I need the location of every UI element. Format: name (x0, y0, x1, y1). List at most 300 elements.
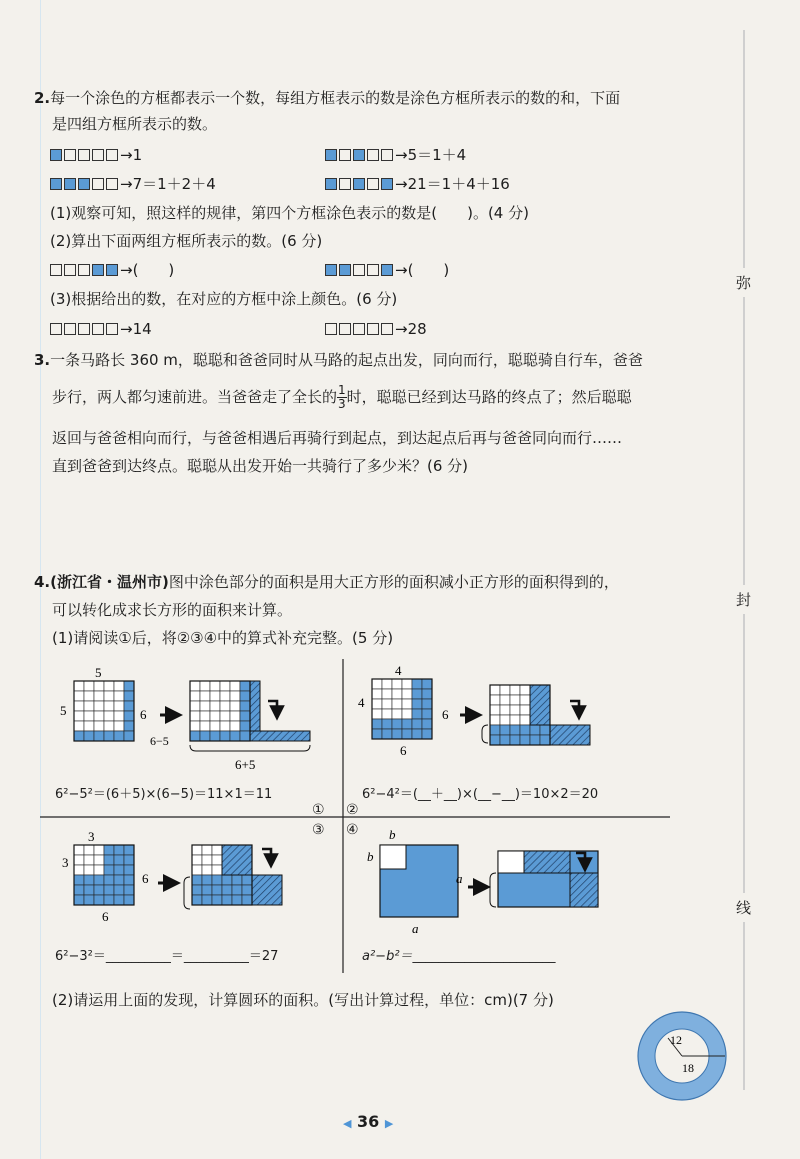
shaded-box[interactable] (353, 178, 365, 190)
grid-cell-blank (94, 865, 104, 875)
figure-2 (358, 663, 590, 758)
grid-cell-shaded (124, 875, 134, 885)
shaded-box[interactable] (106, 264, 118, 276)
fig3-label-right: 6 (142, 871, 149, 886)
grid-cell-shaded (94, 895, 104, 905)
grid-cell-shaded (500, 725, 510, 735)
grid-cell-blank (200, 691, 210, 701)
grid-cell-shaded (212, 885, 222, 895)
q4-region: (浙江省・温州市) (50, 573, 169, 591)
grid-cell-shaded (212, 875, 222, 885)
grid-cell-shaded (240, 681, 250, 691)
shaded-box[interactable] (325, 149, 337, 161)
small-square (380, 845, 406, 869)
empty-box[interactable] (64, 264, 76, 276)
empty-box[interactable] (78, 323, 90, 335)
q4-part2: (2)请运用上面的发现，计算圆环的面积。(写出计算过程，单位：cm)(7 分) (52, 991, 554, 1009)
grid-cell-blank (230, 701, 240, 711)
grid-cell-shaded (422, 729, 432, 739)
q2-part1: (1)观察可知，照这样的规律，第四个方框涂色表示的数是( )。(4 分) (50, 204, 529, 222)
grid-cell-blank (210, 701, 220, 711)
grid-cell-shaded (74, 895, 84, 905)
q3-number: 3. (34, 351, 51, 369)
empty-box[interactable] (325, 323, 337, 335)
fig4-label-a-bottom: a (412, 921, 419, 936)
grid-cell-blank (94, 691, 104, 701)
grid-cell-blank (520, 705, 530, 715)
grid-cell-blank (210, 721, 220, 731)
empty-box[interactable] (367, 178, 379, 190)
grid-cell-blank (372, 679, 382, 689)
grid-cell-blank (372, 709, 382, 719)
grid-cell-shaded (490, 735, 500, 745)
hatched-strip (524, 851, 570, 873)
move-arrow-icon (570, 701, 579, 713)
shaded-box[interactable] (50, 178, 62, 190)
grid-cell-blank (202, 865, 212, 875)
grid-cell-shaded (220, 731, 230, 741)
grid-cell-shaded (500, 735, 510, 745)
q2-part2-item-2[interactable] (325, 260, 449, 280)
grid-cell-shaded (84, 875, 94, 885)
grid-cell-shaded (372, 729, 382, 739)
grid-cell-shaded (540, 735, 550, 745)
grid-cell-blank (84, 701, 94, 711)
grid-cell-shaded (114, 865, 124, 875)
grid-cell-shaded (104, 865, 114, 875)
box-result: →7＝1＋2＋4 (120, 175, 216, 193)
empty-box[interactable] (64, 323, 76, 335)
fig3-formula[interactable]: 6²−3²＝__________＝__________＝27 (55, 949, 279, 964)
grid-cell-shaded (240, 691, 250, 701)
grid-cell-shaded (530, 735, 540, 745)
grid-cell-shaded (202, 885, 212, 895)
brace (490, 873, 496, 907)
figure-3 (62, 829, 282, 924)
empty-box[interactable] (64, 149, 76, 161)
grid-cell-blank (500, 715, 510, 725)
grid-cell-shaded (124, 895, 134, 905)
shaded-box[interactable] (92, 264, 104, 276)
binding-char-mi: 弥 (736, 268, 751, 297)
small-square (498, 851, 524, 873)
ring-figure (636, 1010, 728, 1102)
grid-cell-shaded (520, 725, 530, 735)
empty-box[interactable] (106, 323, 118, 335)
grid-cell-shaded (94, 731, 104, 741)
grid-cell-shaded (412, 729, 422, 739)
q4-text-1: 图中涂色部分的面积是用大正方形的面积减小正方形的面积得到的， (168, 573, 619, 591)
empty-box[interactable] (50, 264, 62, 276)
grid-cell-shaded (190, 731, 200, 741)
grid-cell-shaded (402, 729, 412, 739)
empty-box[interactable] (106, 149, 118, 161)
move-arrow-icon (268, 701, 277, 713)
box-result: →14 (120, 320, 152, 338)
hatched-strip-moved (252, 875, 282, 905)
grid-cell-blank (84, 865, 94, 875)
grid-cell-blank (74, 721, 84, 731)
grid-cell-blank (490, 715, 500, 725)
grid-cell-blank (104, 701, 114, 711)
q4-line2: 可以转化成求长方形的面积来计算。 (52, 601, 293, 619)
grid-cell-blank (220, 711, 230, 721)
figure-4 (367, 827, 598, 936)
grid-cell-blank (94, 721, 104, 731)
fig2-formula[interactable]: 6²−4²＝(__＋__)×(__−__)＝10×2＝20 (362, 787, 599, 802)
binding-line (743, 30, 745, 1090)
grid-cell-blank (114, 681, 124, 691)
grid-cell-blank (490, 705, 500, 715)
grid-cell-shaded (510, 725, 520, 735)
empty-box[interactable] (50, 323, 62, 335)
grid-cell-shaded (114, 875, 124, 885)
grid-cell-blank (114, 691, 124, 701)
prev-page-icon[interactable]: ◀ (343, 1117, 352, 1130)
shaded-box[interactable] (50, 149, 62, 161)
empty-box[interactable] (106, 178, 118, 190)
fig2-label-top: 4 (395, 663, 402, 678)
grid-cell-blank (402, 689, 412, 699)
grid-cell-shaded (104, 875, 114, 885)
grid-cell-shaded (104, 731, 114, 741)
grid-cell-shaded (240, 731, 250, 741)
grid-cell-blank (402, 709, 412, 719)
grid-cell-shaded (124, 711, 134, 721)
grid-cell-shaded (242, 875, 252, 885)
grid-cell-shaded (104, 895, 114, 905)
fraction-denominator: 3 (338, 397, 346, 411)
box-result: →( ) (120, 261, 175, 279)
grid-cell-shaded (402, 719, 412, 729)
grid-cell-blank (114, 701, 124, 711)
empty-box[interactable] (367, 149, 379, 161)
q2-example-2 (325, 145, 466, 165)
q2-part2: (2)算出下面两组方框所表示的数。(6 分) (50, 232, 323, 250)
grid-cell-shaded (240, 701, 250, 711)
q4-line1 (34, 572, 619, 592)
grid-cell-shaded (530, 725, 540, 735)
fig3-label-bottom: 6 (102, 909, 109, 924)
grid-cell-shaded (124, 721, 134, 731)
grid-cell-blank (510, 695, 520, 705)
binding-char-feng: 封 (736, 585, 751, 614)
empty-box[interactable] (367, 264, 379, 276)
empty-box[interactable] (381, 323, 393, 335)
grid-cell-blank (84, 681, 94, 691)
grid-cell-blank (104, 681, 114, 691)
grid-cell-shaded (114, 855, 124, 865)
grid-cell-shaded (94, 875, 104, 885)
grid-cell-blank (230, 691, 240, 701)
grid-cell-blank (104, 711, 114, 721)
grid-cell-shaded (392, 719, 402, 729)
shaded-box[interactable] (64, 178, 76, 190)
grid-cell-blank (220, 681, 230, 691)
mark-3: ③ (312, 822, 325, 838)
grid-cell-blank (520, 715, 530, 725)
grid-cell-blank (392, 709, 402, 719)
grid-cell-blank (202, 855, 212, 865)
grid-cell-shaded (104, 855, 114, 865)
grid-cell-blank (200, 681, 210, 691)
grid-cell-shaded (510, 735, 520, 745)
grid-cell-shaded (240, 721, 250, 731)
grid-cell-shaded (84, 885, 94, 895)
q2-example-1 (50, 145, 142, 165)
grid-cell-blank (74, 865, 84, 875)
grid-cell-shaded (202, 895, 212, 905)
grid-cell-shaded (192, 895, 202, 905)
grid-cell-blank (382, 709, 392, 719)
brace (482, 725, 488, 743)
fig3-label-left: 3 (62, 855, 69, 870)
grid-cell-blank (190, 701, 200, 711)
grid-cell-shaded (232, 875, 242, 885)
empty-box[interactable] (92, 178, 104, 190)
grid-cell-blank (74, 845, 84, 855)
next-page-icon[interactable]: ▶ (384, 1117, 394, 1130)
grid-cell-blank (84, 691, 94, 701)
grid-cell-blank (382, 689, 392, 699)
grid-cell-shaded (200, 731, 210, 741)
fig1-label-diff: 6−5 (150, 734, 169, 748)
grid-cell-shaded (124, 885, 134, 895)
q2-line1 (34, 88, 620, 108)
hatched-strip (222, 845, 252, 875)
grid-cell-shaded (124, 691, 134, 701)
grid-cell-blank (202, 845, 212, 855)
grid-cell-blank (84, 711, 94, 721)
grid-cell-blank (114, 711, 124, 721)
empty-box[interactable] (339, 178, 351, 190)
fig1-label-top: 5 (95, 665, 102, 680)
grid-cell-shaded (222, 875, 232, 885)
empty-box[interactable] (353, 264, 365, 276)
grid-cell-blank (402, 679, 412, 689)
q2-example-3 (50, 174, 216, 194)
empty-box[interactable] (381, 149, 393, 161)
grid-cell-shaded (114, 731, 124, 741)
grid-cell-shaded (242, 895, 252, 905)
mark-4: ④ (346, 822, 359, 838)
shaded-box[interactable] (381, 264, 393, 276)
grid-cell-shaded (74, 875, 84, 885)
box-result: →21＝1＋4＋16 (395, 175, 510, 193)
grid-cell-blank (94, 711, 104, 721)
grid-cell-shaded (412, 719, 422, 729)
shaded-box[interactable] (339, 264, 351, 276)
grid-cell-blank (74, 701, 84, 711)
grid-cell-shaded (382, 729, 392, 739)
q4-number: 4. (34, 573, 51, 591)
q4-figures (40, 655, 680, 975)
q2-part3-item-2[interactable] (325, 319, 427, 339)
grid-cell-blank (84, 845, 94, 855)
grid-cell-blank (190, 721, 200, 731)
brace (190, 745, 310, 751)
fig1-label-left: 5 (60, 703, 67, 718)
grid-cell-blank (520, 685, 530, 695)
grid-cell-blank (200, 721, 210, 731)
grid-cell-blank (212, 845, 222, 855)
grid-cell-shaded (520, 735, 530, 745)
grid-cell-blank (520, 695, 530, 705)
q3-fraction (337, 384, 347, 411)
grid-cell-shaded (114, 845, 124, 855)
fig4-formula[interactable]: a²−b²＝______________________ (362, 949, 556, 964)
q3-line1 (34, 350, 643, 370)
empty-box[interactable] (353, 323, 365, 335)
shaded-box[interactable] (381, 178, 393, 190)
empty-box[interactable] (367, 323, 379, 335)
grid-cell-shaded (422, 709, 432, 719)
grid-cell-blank (94, 681, 104, 691)
grid-cell-shaded (124, 731, 134, 741)
empty-box[interactable] (78, 149, 90, 161)
box-result: →1 (120, 146, 143, 164)
grid-cell-shaded (124, 681, 134, 691)
grid-cell-blank (74, 691, 84, 701)
grid-cell-shaded (412, 709, 422, 719)
grid-cell-blank (510, 705, 520, 715)
grid-cell-blank (402, 699, 412, 709)
shaded-box[interactable] (353, 149, 365, 161)
grid-cell-shaded (210, 731, 220, 741)
grid-cell-shaded (422, 689, 432, 699)
grid-cell-blank (190, 681, 200, 691)
grid-cell-shaded (114, 885, 124, 895)
grid-cell-shaded (240, 711, 250, 721)
fig1-formula: 6²−5²＝(6＋5)×(6−5)＝11×1＝11 (55, 787, 273, 802)
empty-box[interactable] (92, 149, 104, 161)
hatched-strip (250, 681, 260, 731)
grid-cell-shaded (222, 895, 232, 905)
empty-box[interactable] (92, 323, 104, 335)
grid-cell-blank (192, 845, 202, 855)
empty-box[interactable] (339, 149, 351, 161)
grid-cell-blank (104, 721, 114, 731)
grid-cell-blank (210, 681, 220, 691)
grid-cell-blank (392, 699, 402, 709)
grid-cell-shaded (422, 679, 432, 689)
grid-cell-blank (114, 721, 124, 731)
grid-cell-shaded (422, 719, 432, 729)
grid-cell-blank (74, 681, 84, 691)
ring-inner-label: 12 (670, 1033, 682, 1047)
box-result: →( ) (395, 261, 450, 279)
q2-part3: (3)根据给出的数，在对应的方框中涂上颜色。(6 分) (50, 290, 398, 308)
hatched-strip-moved (250, 731, 310, 741)
fig2-label-bottom: 6 (400, 743, 407, 758)
q2-text-1: 每一个涂色的方框都表示一个数，每组方框表示的数是涂色方框所表示的数的和，下面 (50, 89, 621, 107)
empty-box[interactable] (339, 323, 351, 335)
q2-part2-item-1[interactable] (50, 260, 174, 280)
grid-cell-blank (74, 711, 84, 721)
grid-cell-blank (230, 721, 240, 731)
grid-cell-blank (210, 711, 220, 721)
fig2-label-left: 4 (358, 695, 365, 710)
grid-cell-shaded (422, 699, 432, 709)
fig2-label-right: 6 (442, 707, 449, 722)
q3-text-1: 一条马路长 360 m，聪聪和爸爸同时从马路的起点出发，同向而行，聪聪骑自行车，爸爸 (50, 351, 643, 369)
q3-line3: 返回与爸爸相向而行，与爸爸相遇后再骑行到起点，到达起点后再与爸爸同向而行…… (52, 429, 623, 447)
grid-cell-shaded (372, 719, 382, 729)
grid-cell-blank (84, 855, 94, 865)
grid-cell-blank (212, 865, 222, 875)
grid-cell-blank (104, 691, 114, 701)
grid-cell-blank (510, 715, 520, 725)
grid-cell-blank (490, 685, 500, 695)
q3-line4: 直到爸爸到达终点。聪聪从出发开始一共骑行了多少米？(6 分) (52, 457, 469, 475)
grid-cell-shaded (212, 895, 222, 905)
empty-box[interactable] (78, 264, 90, 276)
grid-cell-shaded (124, 701, 134, 711)
grid-cell-shaded (412, 679, 422, 689)
fig1-label-right: 6 (140, 707, 147, 722)
grid-cell-shaded (94, 885, 104, 895)
grid-cell-shaded (114, 895, 124, 905)
grid-cell-shaded (540, 725, 550, 735)
hatched-strip-moved (550, 725, 590, 745)
grid-cell-blank (192, 865, 202, 875)
grid-cell-blank (192, 855, 202, 865)
grid-cell-shaded (104, 885, 114, 895)
grid-cell-blank (500, 705, 510, 715)
grid-cell-blank (200, 711, 210, 721)
shaded-box[interactable] (78, 178, 90, 190)
ring-outer-label: 18 (682, 1061, 694, 1075)
q2-part3-item-1[interactable] (50, 319, 152, 339)
grid-cell-blank (212, 855, 222, 865)
grid-cell-blank (500, 685, 510, 695)
grid-cell-blank (372, 699, 382, 709)
page-number-footer (343, 1112, 393, 1131)
binding-char-xian: 线 (736, 893, 751, 922)
move-arrow-icon (262, 849, 271, 861)
grid-cell-shaded (382, 719, 392, 729)
grid-cell-shaded (124, 845, 134, 855)
grid-cell-blank (372, 689, 382, 699)
grid-cell-shaded (412, 699, 422, 709)
shaded-box[interactable] (325, 264, 337, 276)
grid-cell-shaded (232, 895, 242, 905)
q2-number: 2. (34, 89, 51, 107)
grid-cell-blank (84, 721, 94, 731)
grid-cell-shaded (74, 731, 84, 741)
grid-cell-shaded (242, 885, 252, 895)
q2-line2: 是四组方框所表示的数。 (52, 115, 218, 133)
shaded-box[interactable] (325, 178, 337, 190)
figure-1 (60, 665, 310, 772)
grid-cell-shaded (412, 689, 422, 699)
grid-cell-blank (510, 685, 520, 695)
grid-cell-blank (230, 711, 240, 721)
grid-cell-blank (94, 855, 104, 865)
grid-cell-shaded (84, 895, 94, 905)
grid-cell-shaded (124, 855, 134, 865)
brace (184, 877, 190, 909)
box-result: →28 (395, 320, 427, 338)
grid-cell-blank (230, 681, 240, 691)
grid-cell-shaded (230, 731, 240, 741)
grid-cell-shaded (202, 875, 212, 885)
fig1-label-sum: 6+5 (235, 757, 256, 772)
grid-cell-shaded (84, 731, 94, 741)
q3-line2 (52, 382, 632, 412)
mark-1: ① (312, 802, 325, 818)
grid-cell-shaded (104, 845, 114, 855)
